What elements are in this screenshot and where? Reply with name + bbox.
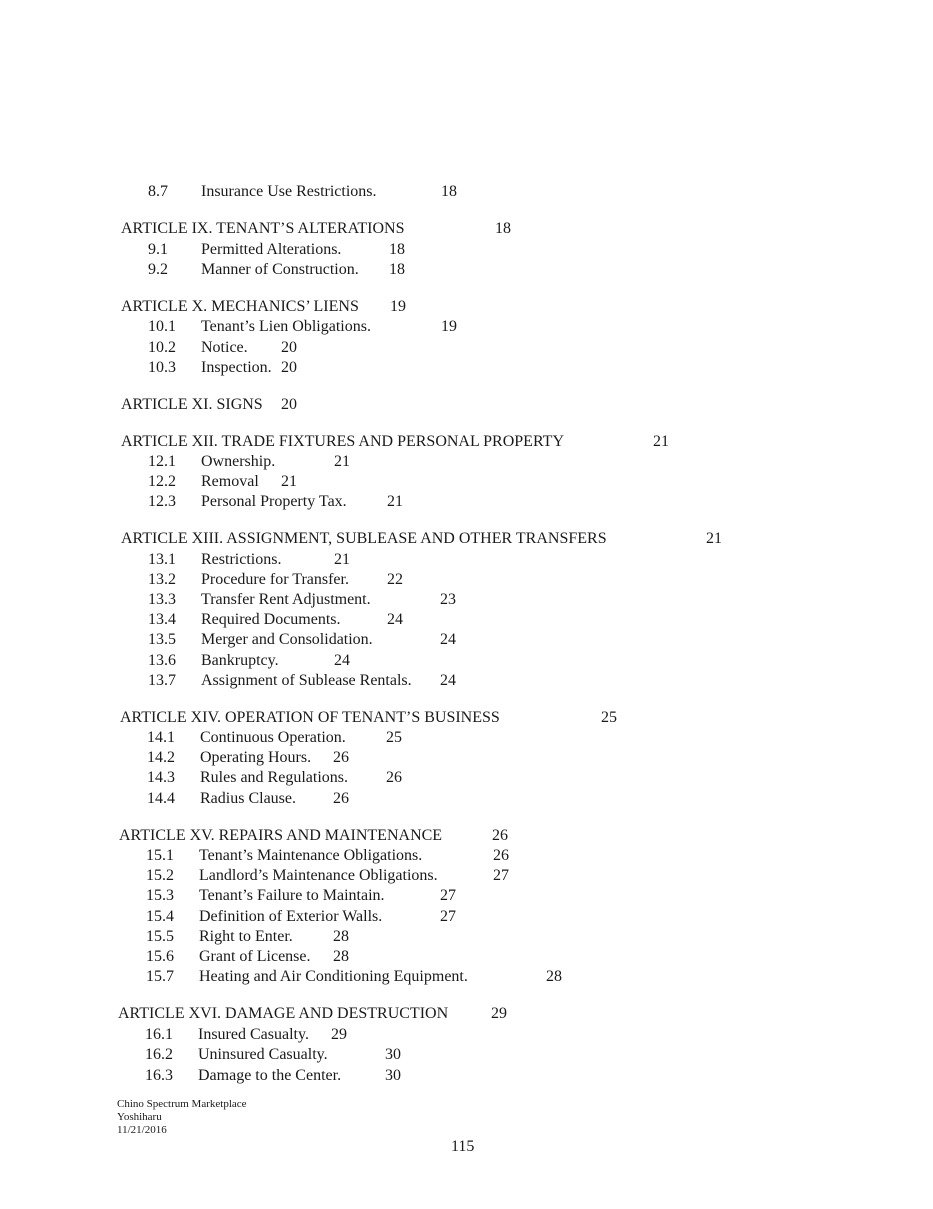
section-title: Rules and Regulations. <box>200 769 348 786</box>
section-page: 24 <box>334 652 350 669</box>
section-title: Heating and Air Conditioning Equipment. <box>199 968 468 985</box>
section-title: Removal <box>201 473 259 490</box>
section-title: Insurance Use Restrictions. <box>201 183 377 200</box>
section-page: 21 <box>387 493 403 510</box>
section-number: 15.7 <box>146 968 174 985</box>
section-number: 15.6 <box>146 948 174 965</box>
section-page: 24 <box>440 672 456 689</box>
section-page: 24 <box>440 631 456 648</box>
section-title: Ownership. <box>201 453 276 470</box>
section-number: 15.3 <box>146 887 174 904</box>
section-title: Transfer Rent Adjustment. <box>201 591 371 608</box>
article-title: ARTICLE XIII. ASSIGNMENT, SUBLEASE AND OTHER TRANSFERS <box>121 530 607 547</box>
section-title: Restrictions. <box>201 551 282 568</box>
section-page: 27 <box>440 908 456 925</box>
section-title: Tenant’s Failure to Maintain. <box>199 887 385 904</box>
section-page: 26 <box>386 769 402 786</box>
section-title: Radius Clause. <box>200 790 296 807</box>
section-title: Landlord’s Maintenance Obligations. <box>199 867 438 884</box>
section-title: Damage to the Center. <box>198 1067 342 1084</box>
section-title: Notice. <box>201 339 248 356</box>
section-page: 18 <box>389 261 405 278</box>
section-number: 15.2 <box>146 867 174 884</box>
section-number: 14.3 <box>147 769 175 786</box>
section-page: 26 <box>493 847 509 864</box>
section-title: Insured Casualty. <box>198 1026 309 1043</box>
section-page: 18 <box>441 183 457 200</box>
section-number: 12.1 <box>148 453 176 470</box>
section-title: Grant of License. <box>199 948 311 965</box>
article-title: ARTICLE XVI. DAMAGE AND DESTRUCTION <box>118 1005 449 1022</box>
article-page: 26 <box>492 827 508 844</box>
page-number: 115 <box>451 1138 475 1155</box>
section-number: 8.7 <box>148 183 168 200</box>
document-footer <box>117 1098 247 1137</box>
article-page: 29 <box>491 1005 507 1022</box>
footer-project: Chino Spectrum Marketplace <box>117 1098 247 1110</box>
article-title: ARTICLE XV. REPAIRS AND MAINTENANCE <box>119 827 443 844</box>
section-number: 13.2 <box>148 571 176 588</box>
article-page: 18 <box>495 220 511 237</box>
section-number: 13.6 <box>148 652 176 669</box>
article-page: 21 <box>653 433 669 450</box>
section-title: Required Documents. <box>201 611 341 628</box>
section-title: Assignment of Sublease Rentals. <box>201 672 412 689</box>
section-title: Manner of Construction. <box>201 261 359 278</box>
section-number: 13.3 <box>148 591 176 608</box>
section-title: Tenant’s Lien Obligations. <box>201 318 371 335</box>
section-number: 10.1 <box>148 318 176 335</box>
section-page: 21 <box>334 453 350 470</box>
section-page: 28 <box>333 948 349 965</box>
section-page: 30 <box>385 1067 401 1084</box>
section-page: 23 <box>440 591 456 608</box>
section-title: Procedure for Transfer. <box>201 571 349 588</box>
section-page: 26 <box>333 790 349 807</box>
article-title: ARTICLE X. MECHANICS’ LIENS <box>121 298 359 315</box>
section-title: Inspection. <box>201 359 272 376</box>
section-number: 13.4 <box>148 611 176 628</box>
article-title: ARTICLE XIV. OPERATION OF TENANT’S BUSINESS <box>120 709 500 726</box>
section-number: 16.3 <box>145 1067 173 1084</box>
article-title: ARTICLE IX. TENANT’S ALTERATIONS <box>121 220 405 237</box>
footer-tenant: Yoshiharu <box>117 1111 162 1123</box>
section-number: 10.2 <box>148 339 176 356</box>
section-number: 13.5 <box>148 631 176 648</box>
section-title: Merger and Consolidation. <box>201 631 373 648</box>
section-number: 15.5 <box>146 928 174 945</box>
section-title: Tenant’s Maintenance Obligations. <box>199 847 423 864</box>
article-page: 20 <box>281 396 297 413</box>
section-page: 22 <box>387 571 403 588</box>
article-title: ARTICLE XI. SIGNS <box>121 396 263 413</box>
section-page: 19 <box>441 318 457 335</box>
section-number: 15.1 <box>146 847 174 864</box>
section-page: 28 <box>333 928 349 945</box>
section-number: 12.2 <box>148 473 176 490</box>
footer-date: 11/21/2016 <box>117 1124 167 1136</box>
section-number: 14.1 <box>147 729 175 746</box>
section-title: Continuous Operation. <box>200 729 346 746</box>
section-number: 9.1 <box>148 241 168 258</box>
section-title: Uninsured Casualty. <box>198 1046 328 1063</box>
section-page: 30 <box>385 1046 401 1063</box>
section-page: 27 <box>493 867 509 884</box>
section-title: Personal Property Tax. <box>201 493 347 510</box>
section-page: 20 <box>281 359 297 376</box>
section-page: 24 <box>387 611 403 628</box>
section-page: 28 <box>546 968 562 985</box>
section-page: 20 <box>281 339 297 356</box>
section-number: 13.1 <box>148 551 176 568</box>
section-title: Operating Hours. <box>200 749 312 766</box>
section-number: 14.4 <box>147 790 175 807</box>
section-title: Right to Enter. <box>199 928 293 945</box>
article-page: 19 <box>390 298 406 315</box>
section-page: 25 <box>386 729 402 746</box>
section-number: 16.1 <box>145 1026 173 1043</box>
section-page: 29 <box>331 1026 347 1043</box>
section-page: 18 <box>389 241 405 258</box>
section-title: Permitted Alterations. <box>201 241 342 258</box>
article-page: 21 <box>706 530 722 547</box>
section-number: 13.7 <box>148 672 176 689</box>
section-number: 16.2 <box>145 1046 173 1063</box>
section-title: Definition of Exterior Walls. <box>199 908 383 925</box>
section-page: 21 <box>334 551 350 568</box>
article-page: 25 <box>601 709 617 726</box>
section-page: 26 <box>333 749 349 766</box>
section-number: 14.2 <box>147 749 175 766</box>
section-page: 21 <box>281 473 297 490</box>
section-title: Bankruptcy. <box>201 652 279 669</box>
section-number: 12.3 <box>148 493 176 510</box>
section-page: 27 <box>440 887 456 904</box>
section-number: 10.3 <box>148 359 176 376</box>
section-number: 15.4 <box>146 908 174 925</box>
article-title: ARTICLE XII. TRADE FIXTURES AND PERSONAL PROPERTY <box>121 433 564 450</box>
section-number: 9.2 <box>148 261 168 278</box>
